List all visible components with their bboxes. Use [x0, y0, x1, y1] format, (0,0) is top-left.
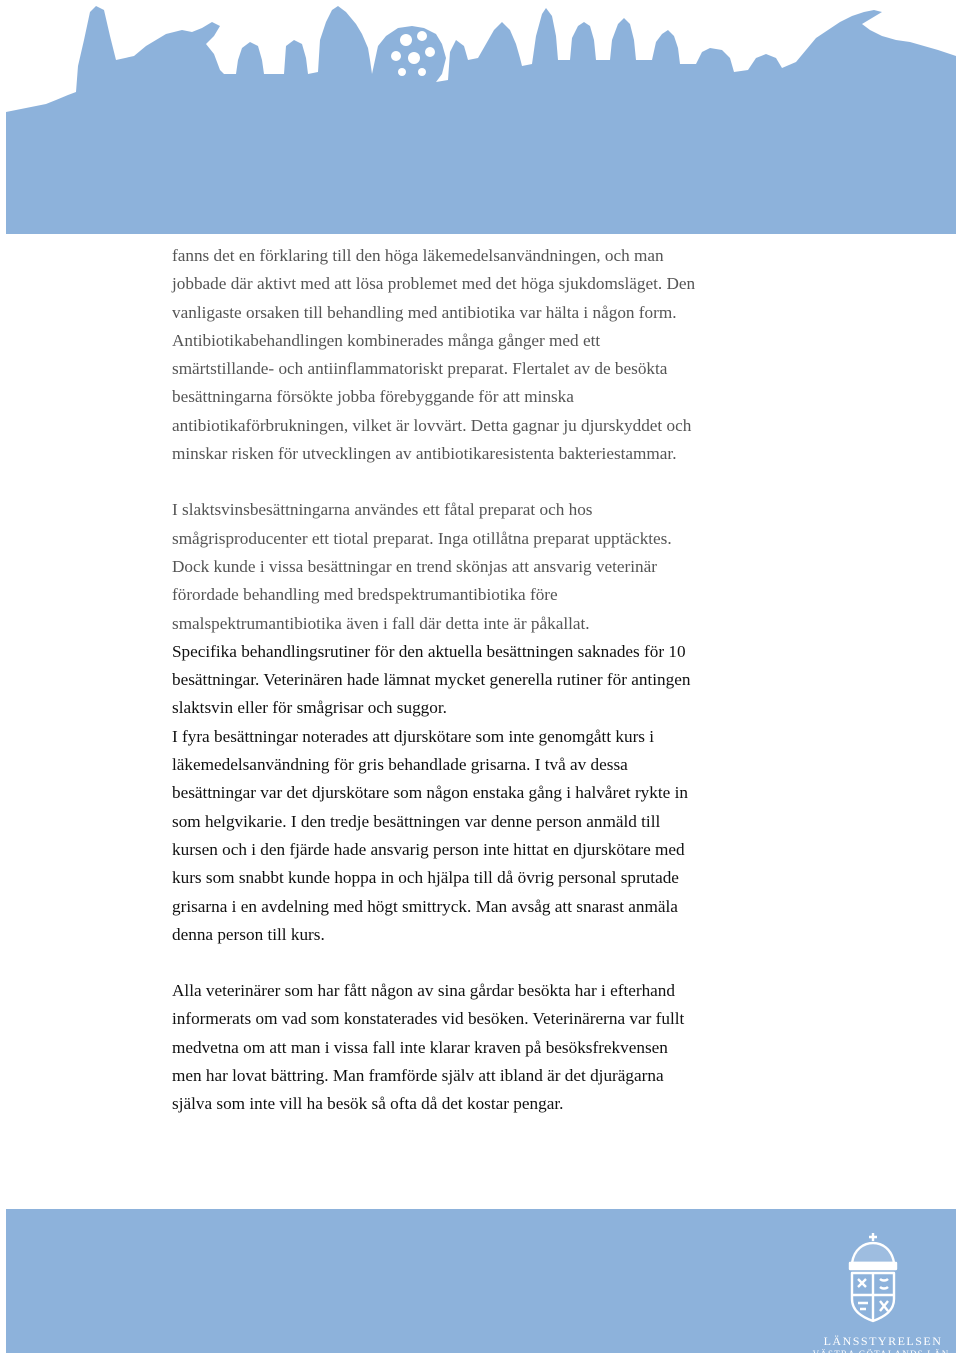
- text-line: I fyra besättningar noterades att djurskötare som inte genomgått kurs i: [172, 726, 655, 746]
- text-line: minskar risken för utvecklingen av antibiotikaresistenta bakteriestammar.: [172, 444, 677, 464]
- text-line: fanns det en förklaring till den höga läkemedelsanvändningen, och man: [172, 246, 664, 265]
- text-line: slaktsvin eller för smågrisar och suggor.: [172, 698, 447, 718]
- text-line: Dock kunde i vissa besättningar en trend skönjas att ansvarig veterinär: [172, 556, 657, 576]
- org-subtitle: VÄSTRA GÖTALANDS LÄN: [812, 1349, 950, 1359]
- text-line: men har lovat bättring. Man framförde själv att ibland är det djurägarna: [172, 1066, 664, 1086]
- text-line: denna person till kurs.: [172, 924, 325, 944]
- text-line: besättningarna försökte jobba förebyggande för att minska: [172, 387, 574, 407]
- paragraph-gap: [172, 468, 812, 496]
- text-line: jobbade där aktivt med att lösa problemet med det höga sjukdomsläget. Den: [172, 274, 696, 294]
- text-line: förordade behandling med bredspektrumantibiotika före: [172, 585, 558, 605]
- crown-coat-of-arms-icon: [842, 1229, 904, 1325]
- text-line: Specifika behandlingsrutiner för den aktuella besättningen saknades för 10: [172, 641, 686, 661]
- body-text: [172, 242, 812, 1119]
- text-line: Alla veterinärer som har fått någon av sina gårdar besökta har i efterhand: [172, 981, 675, 1001]
- town-skyline-illustration: [6, 0, 956, 234]
- text-line: Antibiotikabehandlingen kombinerades många gånger med ett: [172, 330, 601, 350]
- text-line: besättningar var det djurskötare som någon enstaka gång i halvåret rykte in: [172, 783, 688, 803]
- paragraph: [172, 242, 812, 468]
- text-line: antibiotikaförbrukningen, vilket är lovvärt. Detta gagnar ju djurskyddet och: [172, 415, 692, 435]
- text-line: informerats om vad som konstaterades vid besöken. Veterinärerna var fullt: [172, 1009, 685, 1029]
- header-banner: [6, 0, 956, 234]
- org-name: LÄNSSTYRELSEN: [823, 1334, 943, 1348]
- paragraph-gap: [172, 949, 812, 977]
- text-line: besättningar. Veterinären hade lämnat mycket generella rutiner för antingen: [172, 670, 691, 690]
- text-line: läkemedelsanvändning för gris behandlade grisarna. I två av dessa: [172, 755, 628, 775]
- paragraph: [172, 723, 812, 949]
- text-line: medvetna om att man i vissa fall inte klarar kraven på besöksfrekvensen: [172, 1037, 668, 1057]
- text-line: smalspektrumantibiotika även i fall där detta inte är påkallat.: [172, 613, 590, 633]
- paragraph: [172, 638, 812, 723]
- text-line: som helgvikarie. I den tredje besättningen var denne person anmäld till: [172, 811, 661, 831]
- text-line: I slaktsvinsbesättningarna användes ett fåtal preparat och hos: [172, 500, 593, 520]
- text-line: smågrisproducenter ett tiotal preparat. Inga otillåtna preparat upptäcktes.: [172, 528, 672, 548]
- text-line: smärtstillande- och antiinflammatoriskt preparat. Flertalet av de besökta: [172, 359, 668, 379]
- text-line: grisarna i en avdelning med högt smittryck. Man avsåg att snarast anmäla: [172, 896, 678, 916]
- footer-banner: [6, 1209, 956, 1359]
- text-line: kurs som snabbt kunde hoppa in och hjälpa till då övrig personal sprutade: [172, 868, 679, 888]
- text-line: kursen och i den fjärde hade ansvarig person inte hittat en djurskötare med: [172, 839, 685, 859]
- paragraph: [172, 496, 812, 637]
- text-line: vanligaste orsaken till behandling med antibiotika var hälta i någon form.: [172, 302, 677, 322]
- paragraph: [172, 977, 812, 1118]
- text-line: själva som inte vill ha besök så ofta då det kostar pengar.: [172, 1094, 564, 1114]
